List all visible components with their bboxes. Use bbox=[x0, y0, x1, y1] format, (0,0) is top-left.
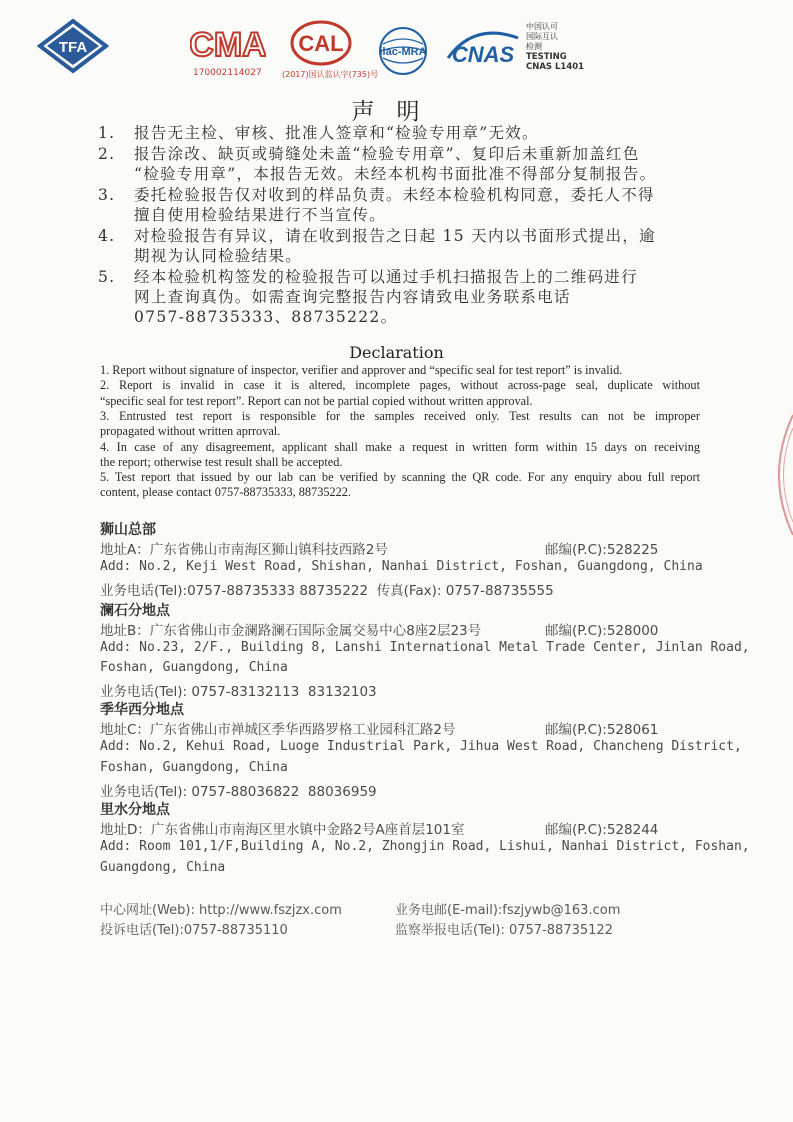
declaration-line-cn: 委托检验报告仅对收到的样品负责。未经本检验机构同意，委托人不得 bbox=[134, 186, 655, 204]
cma-logo-text: CMA bbox=[190, 26, 266, 62]
branch-address-en-lanshi-2: Foshan, Guangdong, China bbox=[100, 660, 288, 675]
declaration-line-en: 4. In case of any disagreement, applicant shall make a request in written form within 15 days on receiving bbox=[100, 439, 700, 454]
branch-postcode-shishan: 邮编(P.C):528225 bbox=[545, 542, 659, 558]
declaration-line-en: 1. Report without signature of inspector, verifier and approver and “specific seal for test report” is invalid. bbox=[100, 363, 623, 377]
footer-email: 业务电邮(E-mail):fszjywb@163.com bbox=[395, 903, 621, 918]
cnas-logo bbox=[444, 28, 522, 72]
cross-page-seal bbox=[760, 410, 793, 540]
branch-title-jihuaxi: 季华西分地点 bbox=[100, 702, 184, 718]
branch-address-cn-lanshi: 地址B：广东省佛山市金澜路澜石国际金属交易中心8座2层23号 bbox=[100, 623, 482, 639]
footer-complaint-phone: 投诉电话(Tel):0757-88735110 bbox=[100, 923, 288, 938]
declaration-line-en: propagated without written aprroval. bbox=[100, 424, 281, 439]
ilac-mra-logo bbox=[373, 26, 433, 76]
tfa-logo-text: TFA bbox=[58, 39, 88, 56]
declaration-line-cn: 经本检验机构签发的检验报告可以通过手机扫描报告上的二维码进行 bbox=[134, 268, 639, 286]
branch-title-lishui: 里水分地点 bbox=[100, 802, 170, 818]
cnas-logo-text: CNAS bbox=[451, 42, 515, 67]
footer-supervision-phone: 监察举报电话(Tel): 0757-88735122 bbox=[395, 923, 613, 938]
declaration-line-en: 5. Test report that issued by our lab can be verified by scanning the QR code. For any enquiry abou full report bbox=[100, 470, 700, 485]
tfa-logo bbox=[37, 18, 109, 74]
declaration-line-en: the report; otherwise test result shall be accepted. bbox=[100, 454, 343, 469]
cal-number: (2017)国认监认字(735)号 bbox=[282, 70, 379, 79]
declaration-line-en: 3. Entrusted test report is responsible for the samples received only. Test results can not be improper bbox=[100, 408, 700, 423]
declaration-item-number: 4. bbox=[98, 227, 116, 245]
branch-phone-shishan: 业务电话(Tel):0757-88735333 88735222 传真(Fax): 0757-88735555 bbox=[100, 583, 554, 599]
branch-address-en-lanshi: Add: No.23, 2/F., Building 8, Lanshi International Metal Trade Center, Jinlan Road, bbox=[100, 640, 750, 655]
declaration-line-cn: “检验专用章”，本报告无效。未经本机构书面批准不得部分复制报告。 bbox=[134, 165, 657, 183]
cnas-caption-cn3: 检测 bbox=[526, 42, 542, 51]
cal-logo-text: CAL bbox=[298, 31, 344, 56]
branch-address-en-lishui-2: Guangdong, China bbox=[100, 860, 226, 875]
branch-phone-jihuaxi: 业务电话(Tel): 0757-88036822 88036959 bbox=[100, 784, 377, 800]
declaration-item-number: 2. bbox=[98, 145, 116, 163]
branch-address-cn-jihuaxi: 地址C：广东省佛山市禅城区季华西路罗格工业园科汇路2号 bbox=[100, 722, 456, 738]
branch-postcode-lanshi: 邮编(P.C):528000 bbox=[545, 623, 659, 639]
declaration-line-en: “specific seal for test report”. Report can not be partial copied without written approval. bbox=[100, 393, 533, 408]
branch-address-cn-lishui: 地址D：广东省佛山市南海区里水镇中金路2号A座首层101室 bbox=[100, 822, 465, 838]
declaration-title-cn: 声明 bbox=[351, 99, 442, 125]
declaration-line-cn: 报告无主检、审核、批准人签章和“检验专用章”无效。 bbox=[134, 124, 539, 142]
cnas-caption-cn1: 中国认可 bbox=[526, 22, 558, 31]
declaration-line-en: 2. Report is invalid in case it is altered, incomplete pages, without across-page seal, duplicate without bbox=[100, 378, 700, 393]
cnas-caption bbox=[526, 22, 584, 72]
footer-website: 中心网址(Web): http://www.fszjzx.com bbox=[100, 903, 342, 918]
ilac-mra-text: ilac-MRA bbox=[379, 46, 427, 58]
branch-address-en-jihuaxi: Add: No.2, Kehui Road, Luoge Industrial Park, Jihua West Road, Chancheng District, bbox=[100, 739, 742, 754]
branch-phone-lanshi: 业务电话(Tel): 0757-83132113 83132103 bbox=[100, 684, 377, 700]
declaration-item-number: 1. bbox=[98, 124, 116, 142]
branch-postcode-jihuaxi: 邮编(P.C):528061 bbox=[545, 722, 659, 738]
declaration-line-cn: 期视为认同检验结果。 bbox=[134, 247, 303, 265]
declaration-item-number: 3. bbox=[98, 186, 116, 204]
declaration-line-cn: 报告涂改、缺页或骑缝处未盖“检验专用章”、复印后未重新加盖红色 bbox=[134, 145, 640, 163]
branch-address-en-lishui: Add: Room 101,1/F,Building A, No.2, Zhongjin Road, Lishui, Nanhai District, Foshan, bbox=[100, 839, 750, 854]
declaration-item-number: 5. bbox=[98, 268, 116, 286]
declaration-line-en: content, please contact 0757-88735333, 88735222. bbox=[100, 485, 352, 500]
declaration-line-cn: 对检验报告有异议，请在收到报告之日起 15 天内以书面形式提出，逾 bbox=[134, 227, 656, 245]
branch-title-shishan: 狮山总部 bbox=[100, 522, 156, 538]
cma-logo bbox=[190, 22, 266, 62]
branch-address-en-shishan: Add: No.2, Keji West Road, Shishan, Nanhai District, Foshan, Guangdong, China bbox=[100, 559, 703, 574]
cnas-caption-en1: TESTING bbox=[526, 52, 567, 62]
branch-title-lanshi: 澜石分地点 bbox=[100, 603, 170, 619]
branch-postcode-lishui: 邮编(P.C):528244 bbox=[545, 822, 659, 838]
declaration-line-cn: 擅自使用检验结果进行不当宣传。 bbox=[134, 206, 387, 224]
cnas-caption-en2: CNAS L1401 bbox=[526, 62, 585, 72]
declaration-line-cn: 0757-88735333、88735222。 bbox=[134, 308, 398, 326]
cma-number: 170002114027 bbox=[193, 68, 262, 78]
declaration-title-en: Declaration bbox=[349, 343, 444, 362]
cal-logo bbox=[290, 20, 352, 66]
declaration-line-cn: 网上查询真伪。如需查询完整报告内容请致电业务联系电话 bbox=[134, 288, 571, 306]
cnas-caption-cn2: 国际互认 bbox=[526, 32, 558, 41]
branch-address-cn-shishan: 地址A：广东省佛山市南海区狮山镇科技西路2号 bbox=[100, 542, 388, 558]
branch-address-en-jihuaxi-2: Foshan, Guangdong, China bbox=[100, 760, 288, 775]
